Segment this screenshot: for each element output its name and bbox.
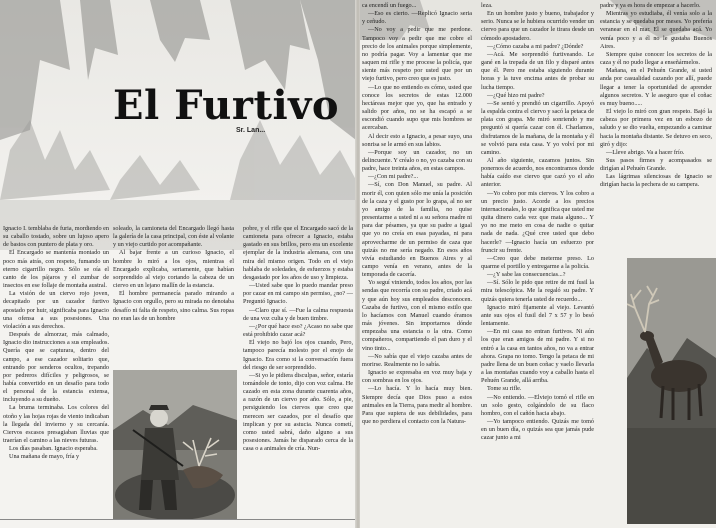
paragraph: El viejo lo miró con gran respeto. Bajó la cabeza por primera vez en un esbozo de saludo y se dio vuelta, empezando a caminar hacia la montaña distante. Se detuvo en seco, giró y dijo: xyxy=(600,108,712,148)
paragraph: —No entiendo. —Elviejo tomó el rifle en un solo gesto, colgándolo de su flaco hombro, con el cañón hacia abajo. xyxy=(481,393,594,417)
photo-hunter-with-deer-icon xyxy=(113,370,237,520)
left-column-1 xyxy=(3,225,109,519)
paragraph: Ignacio se expresaba en voz muy baja y con sombras en los ojos. xyxy=(362,369,472,385)
paragraph: El hombre permanecía parado mirando a Ignacio con orgullo, pero su mirada no denotaba desafío ni falta de respeto, sino calma. Sus ropas no eran las de un hombre xyxy=(113,290,234,322)
right-column-3 xyxy=(600,2,712,242)
paragraph: —¿Cómo cazaba a mi padre? ¿Dónde? xyxy=(487,42,584,50)
paragraph: ca encendí un fuego... xyxy=(362,2,417,9)
paragraph: En un hombre justo y bueno, trabajador y serio. Nunca se le hubiera ocurrido vender un ciervo para que un cazador le tirara desde un cómodo apostadero. xyxy=(481,10,594,42)
paragraph: Al bajar frente a un curioso Ignacio, el hombre lo miró a los ojos, mientras el Encargado explicaba, seriamente, que habían sorprendido al viejo cortando la cabeza de un ciervo en un lejano mallín de la estancia. xyxy=(113,249,234,290)
paragraph: —No voy a pedir que me perdone. Tampoco voy a pedir que me cobre el precio de los animales porque simplemente, no podría pagar. Voy a lamentar que me saquen mi rifle y me procese la policía, que siente más respeto por usted que por un viejo furtivo, pero creo que es justo. xyxy=(362,26,472,83)
right-column-1 xyxy=(362,2,472,522)
right-column-2 xyxy=(481,2,594,522)
paragraph: —En mi casa no entran furtivos. Ni aún los que eran amigos de mi padre. Y si no entró a la casa en tantos años, no va a entrar ahora. Grapa no tomo. Tengo la petaca de mi padre llena de un buen coñac y vaelo llevarla a las montañas cuando voy a caballo hasta el Pehuén Grande, allá arriba. xyxy=(481,328,594,385)
paragraph: —Sí. Sólo le pido que retire de mi fusil la mira telescópica. Me la regaló su padre. Y quizás quiera tenerla usted de recuerdo... xyxy=(481,279,594,303)
paragraph: El Encargado se mantenía montado un poco más atrás, con respeto, fumando un eterno cigarrillo negro. Sólo se oía el canto de los pájaros y el zumbar de insectos en ese follaje de montaña austral. xyxy=(3,249,109,290)
paragraph: leza. xyxy=(481,2,493,9)
paragraph: —Usted sabe que lo puedo mandar preso por cazar en mi campo sin permiso, ¿no? —Preguntó Ignacio. xyxy=(243,282,353,306)
paragraph: Sus pasos firmes y acompasados se dirigían al Pehuén Grande. xyxy=(600,156,712,173)
article-byline: Sr. Lan... xyxy=(236,127,266,134)
paragraph: Los días pasaban. Ignacio esperaba. xyxy=(9,445,98,453)
paragraph: —Sí, con Don Manuel, su padre. Al morir él, con quien sólo me unía la posición de la caza y el gusto por lo grapa, al no ser yo amigo de la familia, no quise presentarme a usted ni a su señora madre ni para dar pésames, ya que su padre a igual que yo no creía en esas payadas, ni para aprovecharme de un permiso de caza que quizás no me sería negado. En esos años vivía estudiando en Buenos Aires y al campo venía en verano, antes de la temporada de cacería. xyxy=(362,181,472,279)
paragraph: —¿Y sabe las consecuencias...? xyxy=(487,271,566,279)
paragraph: —Yo cobro por mis ciervos. Y los cobro a un precio justo. Acorde a los precios internacionales, lo que significa que usted me quita dinero cada vez que mata alguno... Y yo no me meto en cosa de nadie o quitar nada de nada. ¿Qué cree usted que debo hacerle? —Ignacio hacía un esfuerzo por fruncir su frente. xyxy=(481,189,594,254)
photo-red-deer-stag-icon xyxy=(627,258,716,524)
paragraph: —Si yo le pidiera disculpas, señor, estaría tomándole de tonto, dijo con voz calma. He cazado en esta zona durante cuarenta años, a razón de un ciervo por año. Sólo, a pie, persiguiendo los ciervos que creo que merecen ser cazados, por el desafío que implican y por su astucia. Nunca cometí, como usted sabrá, daño alguno a sus posesiones. Jamás he disparado cerca de la casa o a animales de cría. Nun- xyxy=(243,371,353,453)
paragraph: —Claro que sí. —Fue la calma respuesta de una voz culta y de buen timbre. xyxy=(243,306,353,322)
paragraph: Después de almorzar, más calmado, Ignacio dio instrucciones a sus empleados. Quería que se capturara, dentro del campo, a ese cazador solitario que, entrando por senderos ocultos, trepando por pedreros difíciles y peligrosos, se había convertido en un desafío para todo el personal de la estancia extensa, incluyendo a su dueño. xyxy=(3,331,109,404)
paragraph: —Eso es cierto. —Replicó Ignacio seria y ceñudo. xyxy=(362,10,472,26)
paragraph: Mañana, en el Pehuén Grande, si usted anda por casualidad cazando por allí, puede llegar a tener la oportunidad de aprender algunos secretos. Y le aseguro que el coñac es muy bueno..... xyxy=(600,67,712,107)
paragraph: pobre, y el rifle que el Encargado sacó de la camioneta para ofrecer a Ignacio, estaba gastado en sus brillos, pero era un excelente ejemplar de la industria alemana, con una mira del mismo origen. Todo en el viejo hablaba de soledades, de esfuerzos y estaba desgastado por los años de uso y limpieza. xyxy=(243,225,353,281)
paragraph: Al año siguiente, cazamos juntos. Sin ponernos de acuerdo, nos encontramos donde había caído ese ciervo que cazó yo el año anterior. xyxy=(481,156,594,189)
left-column-3 xyxy=(243,225,353,519)
page-rule xyxy=(0,519,356,520)
paragraph: —Yo tampoco entiendo. Quizás me tomó en un buen día, o quizás sea que jamás pude cazar junto a mi xyxy=(481,417,594,442)
paragraph: Mientras yo estudiaba, él venía solo a la estancia y se quedaba por meses. Yo prefería veranear en el mar. El se quedaba acá. Yo venía poco y a él no le gustaba Buenos Aires. xyxy=(600,10,712,50)
paragraph: —Acá. Me sorprendió furtiveando. Le gané en la trepada de un filo y disparé antes que él. Pero me estaba siguiendo durante horas y la tuve encima antes de probar su lucha tiempo. xyxy=(481,50,594,91)
paragraph: —Lleve abrigo. Va a hacer frío. xyxy=(606,148,685,156)
paragraph: —No sabía que el viejo cazaba antes de morirse. Realmente no lo sabía. xyxy=(362,352,472,368)
paragraph: Ignacio I. temblaba de furia, mordiendo en su caballo tostado, sobre un lujoso apero de bastos con puntero de plata y oro. xyxy=(3,225,109,249)
paragraph: Una mañana de mayo, fría y xyxy=(9,453,80,461)
paragraph: padre y ya es hora de empezar a hacerlo. xyxy=(600,2,701,9)
paragraph: —Se sentó y prendió un cigarrillo. Apoyó la espalda contra el ciervo y sacó la petaca de plata con grapa. Me miró sonriendo y me preguntó si quería cazar con él. Charlamos, disfrutamos de la mañana, de la montaña y él se volvió para esta casa. Y yo volví por mi camino. xyxy=(481,99,594,156)
paragraph: —¿Por qué hace eso? ¿Acaso no sabe que está prohibido cazar acá? xyxy=(243,322,353,339)
paragraph: —¿Qué hizo mi padre? xyxy=(487,91,545,99)
paragraph: La visión de un ciervo rojo joven, decapitado por un cazador furtivo apostado por huir, significaba para Ignacio una ofensa a sus posesiones. Una violación a sus derechos. xyxy=(3,290,109,330)
paragraph: —Lo que no entiendo es cómo, usted que conoce los secretos de estas 12.000 hectáreas mejor que yo, que ha entrado y salido por años, no se ha escapó a se escondió cuando supo que mis hombres se acercaban. xyxy=(362,83,472,132)
article-title: El Furtivo xyxy=(113,82,340,129)
paragraph: —¿Con mi padre?... xyxy=(368,173,419,181)
paragraph: soleado, la camioneta del Encargado llegó hasta la galería de la casa principal, con éste al volante y un viejo curtido por acompañante. xyxy=(113,225,234,249)
paragraph: Ignacio miró fijamente al viejo. Levantó ante sus ojos el fusil del 7 x 57 y lo besó lentamente. xyxy=(481,303,594,328)
left-column-2 xyxy=(113,225,234,367)
paragraph: La bruma terminaba. Los colores del otoño y las hojas rojas de viento indicaban la llegada del invierno y su cercanía. Ciervos escasos presagiaban lluvias que traerían el camino a las nieves futuras. xyxy=(3,404,109,445)
paragraph: —Creo que debe meterme preso. Lo quarme el portillo y entregarme a la policía. xyxy=(481,254,594,270)
left-page xyxy=(0,0,356,528)
paragraph: —Porque soy un cazador, no un delincuente. Y créalo o no, yo cazaba con su padre, hace treinta años, en estas campos. xyxy=(362,148,472,173)
paragraph: El viejo no bajó los ojos cuando, Pero, tampoco parecía molesto por el enojo de Ignacio. Era como si la conversación fuera del riesgo de ser sorprendido. xyxy=(243,339,353,371)
paragraph: Siempre quise conocer los secretos de la caza y él no pudo llegar a enseñármelos. xyxy=(600,50,712,67)
paragraph: Tome su rifle. xyxy=(487,385,522,393)
right-page xyxy=(360,0,716,528)
paragraph: Al decir esto a Ignacio, a pesar suyo, una sonrisa se le armó en sus labios. xyxy=(362,132,472,148)
paragraph: Las lágrimas silenciosas de Ignacio se dirigían hacia la pechera de su campera. xyxy=(600,173,712,189)
paragraph: —Lo hacía. Y lo hacía muy bien. Siempre decía que Dios puso a estos animales en la Tierra, para medir al hombre. Para que supiera de sus debilidades, para que no perdiera el contacto con la Natura- xyxy=(362,385,472,425)
paragraph: Yo seguí viniendo, todos los años, por las sendas que recorría con su padre, criado acá y que aún hoy sus empleados desconocen. Cazaba de furtivo, con el mismo estilo que lo hacíamos con Manuel cuando éramos más jóvenes. Sin importarnos dónde empezaba una estancia o la otra. Como compañeros, compartiendo el pan duro y el vino tinto... xyxy=(362,279,472,352)
